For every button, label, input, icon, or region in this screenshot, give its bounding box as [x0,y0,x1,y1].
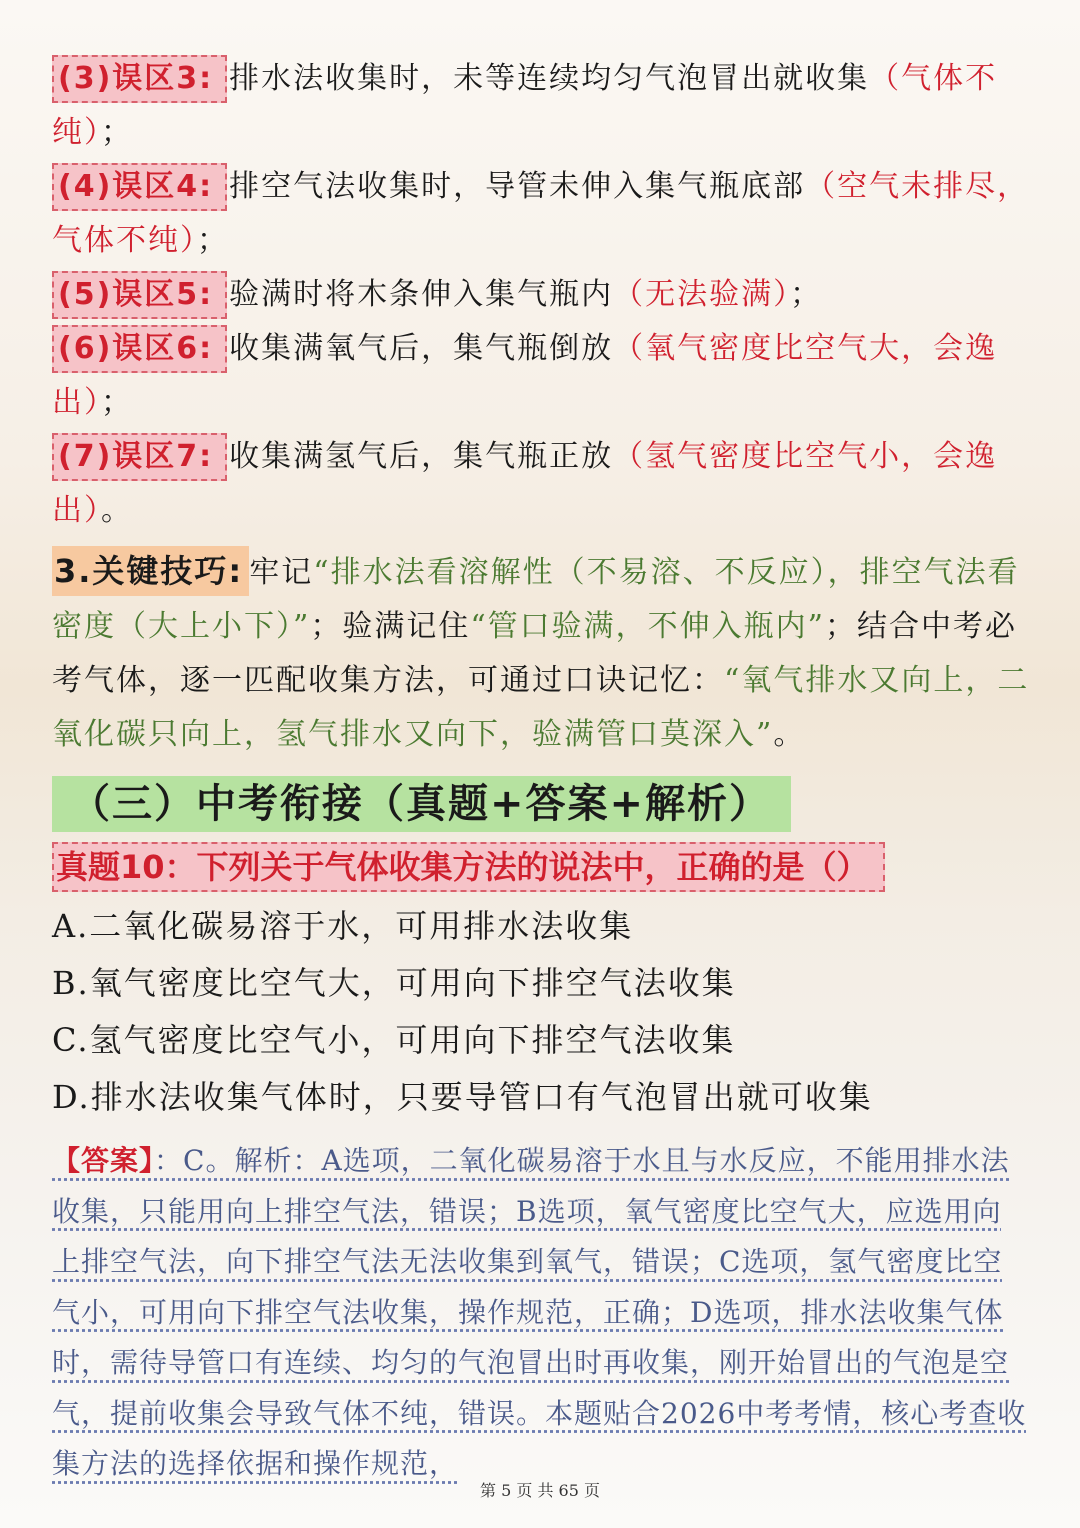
error-text: 验满时将木条伸入集气瓶内 [229,277,614,312]
error-text: 排空气法收集时，导管未伸入集气瓶底部 [229,169,806,204]
error-tag: (6)误区6: [52,325,227,373]
error-tag: (3)误区3: [52,55,227,103]
key-tips-tag: 3.关键技巧: [52,546,249,596]
error-tag: (5)误区5: [52,271,227,319]
error-end: ； [197,223,229,258]
answer-label: 【答案】 [52,1144,155,1177]
error-end: ； [101,385,133,420]
key-tips-quote-3: “氧气排水又向上，二氧化碳只向上，氢气排水又向下，验满管口莫深入” [52,663,1030,752]
error-text: 排水法收集时，未等连续均匀气泡冒出就收集 [229,61,870,96]
key-tips-text-3: ；结合中考必考气体，逐一匹配收集方法，可通过口诀记忆： [52,609,1018,698]
question-block [52,842,1030,1490]
error-item [52,322,1030,430]
section-heading: （三）中考衔接（真题+答案+解析） [52,776,791,832]
option-c: C.氢气密度比空气小，可用向下排空气法收集 [52,1021,736,1059]
error-end: ； [790,277,823,312]
error-item [52,268,1030,322]
answer-text: ：C。解析：A选项，二氧化碳易溶于水且与水反应，不能用排水法收集，只能用向上排空气法，错误；B选项，氧气密度比空气大，应选用向上排空气法，向下排空气法无法收集到氧气，错误；C选项，氢气密度比空气小，可用向下排空气法收集，操作规范，正确；D选项，排水法收集气体时，需待导管口有连续、均匀的气泡冒出时再收集，刚开始冒出的气泡是空气，提前收集会导致气体不纯，错误。本题贴合2026中考考情，核心考查收集方法的选择依据和操作规范， [52,1144,1027,1480]
page-content [52,52,1030,1490]
error-end: 。 [101,493,133,528]
error-end: ； [101,115,133,150]
key-tips-quote-2: “管口验满，不伸入瓶内” [470,609,826,644]
key-tips-text-2: ；验满记住 [310,609,471,644]
error-note: （空气未排尽，气体不纯） [52,169,1030,258]
option-a: A.二氧化碳易溶于水，可用排水法收集 [52,907,634,945]
key-tips-text-1: 牢记 [249,555,314,590]
answer-analysis [52,1136,1030,1490]
key-tips-text-4: 。 [773,717,806,752]
error-text: 收集满氢气后，集气瓶正放 [229,439,614,474]
option-d: D.排水法收集气体时，只要导管口有气泡冒出就可收集 [52,1078,873,1116]
error-text: 收集满氧气后，集气瓶倒放 [229,331,614,366]
error-tag: (7)误区7: [52,433,227,481]
key-tips-quote-1: “排水法看溶解性（不易溶、不反应），排空气法看密度（大上小下）” [52,555,1020,644]
option-b: B.氧气密度比空气大，可用向下排空气法收集 [52,964,736,1002]
page-footer: 第 5 页 共 65 页 [480,1481,600,1500]
error-item [52,52,1030,160]
key-tips-paragraph [52,546,1030,762]
error-note: （氧气密度比空气大，会逸出） [52,331,998,420]
error-tag: (4)误区4: [52,163,227,211]
error-note: （氢气密度比空气小，会逸出） [52,439,998,528]
error-item [52,430,1030,538]
error-note: （气体不纯） [52,61,998,150]
error-list [52,52,1030,538]
question-title: 真题10：下列关于气体收集方法的说法中，正确的是（） [52,842,885,892]
error-item [52,160,1030,268]
error-note: （无法验满） [613,277,791,312]
